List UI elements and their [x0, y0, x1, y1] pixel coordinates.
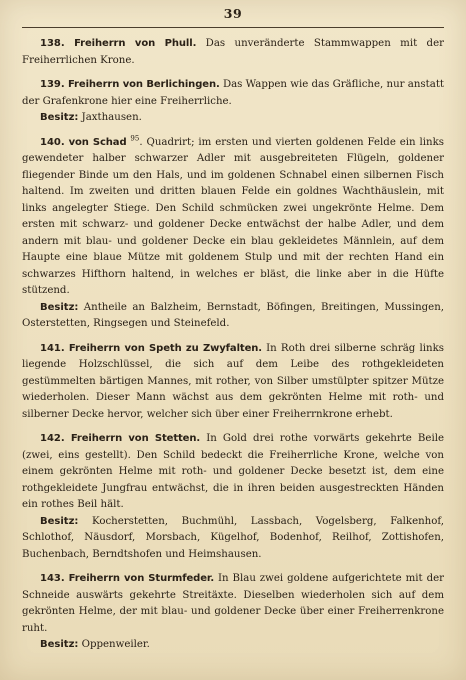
entry-paragraph — [22, 135, 444, 300]
entry-text: In Gold drei rothe vorwärts gekehrte Beile (zwei, eins gestellt). Den Schild bedeckt die Freiherrliche Krone, welche von einem gekrönten Helme mit roth- und goldener Decke besetzt ist, dem eine rothgekleidete Jungfrau entwächst, die in ihren beiden ausgestreckten Händen ein rothes Beil hält. — [22, 433, 444, 510]
besitz-label: Besitz: — [40, 301, 79, 313]
entry-text: In Roth drei silberne schräg links liegende Holzschlüssel, die sich auf dem Leibe des rothgekleideten gestümmelten bärtigen Mannes, mit rother, von Silber umstülpter spitzer Mütze wiederholen. Dieser Mann wächst aus dem gekrönten Helme mit roth- und silberner Decke hervor, welcher sich über einer Freiherrnkrone erhebt. — [22, 342, 444, 420]
entry-number: 140. — [40, 136, 65, 148]
entry-name: von Schad — [68, 136, 127, 148]
page-body — [22, 36, 444, 662]
entry-142 — [22, 431, 444, 563]
header-rule — [22, 27, 444, 28]
entry-143 — [22, 571, 444, 654]
entry-paragraph — [22, 77, 444, 110]
entry-number: 141. — [40, 342, 65, 354]
besitz-text: Jaxthausen. — [78, 112, 142, 123]
entry-text: Das unveränderte Stammwappen mit der Freiherrlichen Krone. — [22, 38, 444, 66]
entry-138 — [22, 36, 444, 69]
entry-name: Freiherrn von Stetten. — [70, 433, 201, 444]
entry-name: Freiherrn von Speth zu Zwyfalten. — [68, 342, 262, 354]
entry-besitz — [22, 514, 444, 564]
entry-text: In Blau zwei goldene aufgerichtete mit der Schneide auswärts gekehrte Streitäxte. Dieselben wiederholen sich auf dem gekrönten Helme, der mit blau- und goldener Decke über einer Freiherrenkrone ruht. — [22, 573, 444, 634]
entry-number: 139. — [40, 79, 65, 90]
footnote-ref: 95 — [130, 134, 140, 143]
entry-besitz — [22, 300, 444, 333]
entry-name: Freiherrn von Sturmfeder. — [68, 573, 215, 584]
entry-paragraph — [22, 341, 444, 424]
besitz-label: Besitz: — [40, 515, 79, 527]
besitz-label: Besitz: — [40, 112, 79, 123]
besitz-label: Besitz: — [40, 639, 79, 650]
entry-paragraph — [22, 36, 444, 69]
entry-139 — [22, 77, 444, 127]
entry-number: 143. — [40, 573, 65, 584]
entry-text: Das Wappen wie das Gräfliche, nur anstatt der Grafenkrone hier eine Freiherrliche. — [22, 79, 445, 107]
besitz-text: Antheile an Balzheim, Bernstadt, Böfingen, Breitingen, Mussingen, Osterstetten, Ringsegen und Steinefeld. — [22, 301, 444, 329]
entry-text: . Quadrirt; im ersten und vierten goldenen Felde ein links gewendeter halber schwarzer Adler mit ausgebreiteten Flügeln, goldener fliegender Binde um den Hals, und im goldenen Schnabel einen silbernen Fisch haltend. Im zweiten und dritten blauen Felde ein goldnes Wachthäuslein, mit links angelegter Stiege. Den Schild schmücken zwei ungekrönte Helme. Dem ersten mit schwarz- und goldener Decke entwächst der halbe Adler, und dem andern mit blau- und goldener Decke ein blau gekleidetes Männlein, auf dem Haupte eine blaue Mütze mit goldenem Stulp und mit der rechten Hand ein schwarzes Hifthorn haltend, in welches er bläst, die linke aber in die Hüfte stützend. — [22, 136, 444, 296]
entry-besitz — [22, 637, 444, 654]
entry-paragraph — [22, 431, 444, 514]
besitz-text: Kocherstetten, Buchmühl, Lassbach, Vogelsberg, Falkenhof, Schlothof, Näusdorf, Morsbach, Kügelhof, Bodenhof, Reilhof, Zottishofen, Buchenbach, Berndtshofen und Heimshausen. — [22, 515, 444, 560]
entry-name: Freiherrn von Berlichingen. — [67, 79, 220, 90]
page-number: 39 — [223, 6, 243, 21]
entry-besitz — [22, 110, 444, 127]
entry-name: Freiherrn von Phull. — [74, 38, 197, 49]
entry-number: 142. — [40, 433, 65, 444]
entry-140 — [22, 135, 444, 333]
entry-number: 138. — [40, 38, 65, 49]
entry-141 — [22, 341, 444, 424]
entry-paragraph — [22, 571, 444, 637]
besitz-text: Oppenweiler. — [78, 639, 150, 650]
